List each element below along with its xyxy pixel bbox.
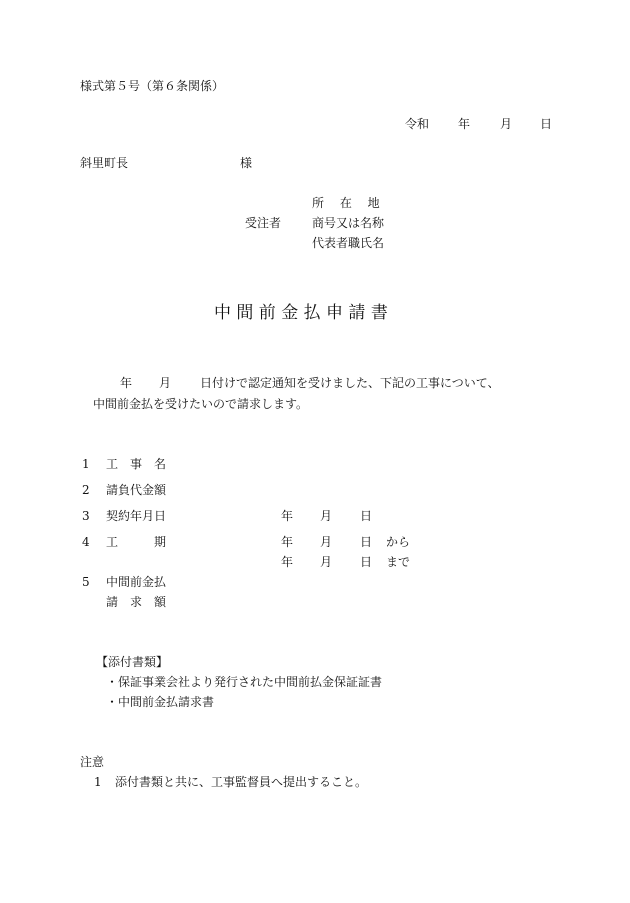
item-label-construction-name: 工 事 名 [106,457,167,471]
item-number: 3 [82,509,90,523]
period-end-year: 年 [281,555,294,569]
applicant-address-label: 所 在 地 [312,196,380,210]
item-label-period: 工 期 [106,535,167,549]
period-end-month: 月 [320,555,333,569]
date-month: 月 [500,117,513,131]
item-label-contract-date: 契約年月日 [106,509,167,523]
contract-date-month: 月 [320,509,333,523]
body-year: 年 [120,376,133,390]
period-from-label: から [386,535,411,549]
attachment-item: ・中間前金払請求書 [106,695,215,709]
period-start-day: 日 [360,535,373,549]
body-line1-rest: 日付けで認定通知を受けました、下記の工事について、 [200,376,500,390]
applicant-role-label: 受注者 [245,216,282,230]
attachment-item: ・保証事業会社より発行された中間前払金保証証書 [106,675,383,689]
item-label-interim-advance: 中間前金払 [106,575,167,589]
addressee-honorific: 様 [240,156,253,170]
contract-date-year: 年 [281,509,294,523]
date-year: 年 [458,117,471,131]
attachments-heading: 【添付書類】 [96,655,169,669]
form-number: 様式第５号（第６条関係） [80,79,225,93]
contract-date-day: 日 [360,509,373,523]
date-era: 令和 [405,117,430,131]
notes-heading: 注意 [80,755,105,769]
applicant-representative-label: 代表者職氏名 [312,236,385,250]
item-label-claim-amount: 請 求 額 [106,595,167,609]
item-number: 1 [82,457,90,471]
applicant-company-label: 商号又は名称 [312,216,385,230]
addressee-name: 斜里町長 [80,156,129,170]
period-start-month: 月 [320,535,333,549]
note-number: 1 [94,775,102,789]
item-number: 4 [82,535,90,549]
date-day: 日 [540,117,553,131]
item-number: 2 [82,483,90,497]
period-start-year: 年 [281,535,294,549]
item-label-contract-amount: 請負代金額 [106,483,167,497]
period-until-label: まで [386,555,411,569]
document-title: 中 間 前 金 払 申 請 書 [214,303,388,323]
period-end-day: 日 [360,555,373,569]
note-text: 添付書類と共に、工事監督員へ提出すること。 [115,775,368,789]
body-line2: 中間前金払を受けたいので請求します。 [93,397,309,411]
body-month: 月 [159,376,172,390]
item-number: 5 [82,575,90,589]
